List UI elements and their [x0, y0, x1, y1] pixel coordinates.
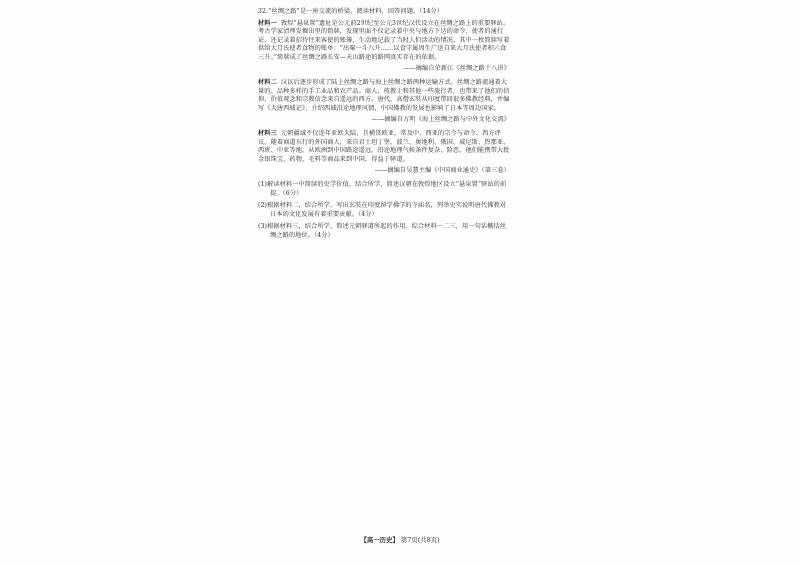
material-3 [258, 130, 510, 175]
material-text: 敦煌“悬泉置”遗址是公元前2世纪至公元3世纪汉代设立在丝绸之路上的重要驿站。考古学家清理发掘出里的简牍，发现里面不仅记录着中央与地方下达的命令、使者的通行证、还记录着招待往来客使的账簿，生动地记载了当时人们活动的情况。其中一枚简牍写着供给大月氏使者食物的账单：“出粟一斗八升……以食守属周生广送自来大月氏使者积六食三升。”简牍成了丝绸之路长安—天山路途的路网真实存在的依据。 [258, 19, 510, 61]
sub-question-text: 根据材料二，结合所学，写出玄奘在印度留学佛学的寺庙名，列举史实说明唐代佛教对日本的文化发展有着重要贡献。（4分） [267, 202, 507, 218]
material-text: 元朝疆域不仅连年亚欧大陆，且横贯欧亚，常及中、西亚的宗令与命令、西方评议。随着商道东行的外国商人，来自君士坦丁堡、波兰、奥地利、俄国、威尼斯、热那亚、西班、中亚等地。从欧洲到中国路途遥远，沿途地理气候条件复杂，险恶，他们能携带大批金银珠宝、药物、毛料等商品来到中国，得益于驿道。 [258, 130, 510, 163]
sub-question-2 [258, 202, 510, 219]
sub-question-number: (3) [258, 223, 268, 231]
question-stem-text: “丝绸之路”是一座交流的桥梁。阅读材料，回答问题。（14分） [268, 8, 444, 15]
sub-question-number: (2) [258, 202, 268, 210]
material-2-text-block [258, 79, 510, 113]
sub-question-text: 解读材料一中简牍的史学价值，结合所学，简述汉朝在敦煌地区设立“悬泉置”驿站的前提。（6分） [267, 181, 507, 197]
footer-page-number: 第7页(共8页) [400, 536, 440, 544]
sub-question-number: (1) [258, 181, 268, 189]
material-1-text-block [258, 20, 510, 63]
sub-question-1 [258, 181, 510, 198]
material-label: 材料三 [258, 130, 277, 138]
material-text: 汉以后逐步形成了陆上丝绸之路与海上丝绸之路两种运输方式。丝绸之路流通着大量的、品种多样的手工业品和农产品。商人、传教士和其他一些旅行者，也带来了他们的信仰、价值观念和宗教信念来自遥远的西方。唐代，高僧玄奘从印度带回很多佛教经典，并编写《大唐西域记》，介绍西域沿途地理风情，中国佛教的发展也影响了日本等周边国家。 [258, 79, 510, 112]
material-source: ——摘编自万明《海上丝绸之路与中外文化交流》 [371, 115, 510, 123]
sub-question-3 [258, 223, 510, 240]
material-3-text-block [258, 130, 510, 164]
material-label: 材料一 [258, 19, 277, 27]
material-2 [258, 79, 510, 124]
material-1 [258, 20, 510, 74]
material-source: ——摘编自吴慧主编《中国商业通史》（第三卷） [374, 166, 510, 174]
material-label: 材料二 [258, 79, 277, 87]
sub-question-text: 根据材料三，结合所学，简述元朝驿道所起的作用。综合材料一二三，用一句话概括丝绸之路的地位。（4分） [267, 223, 507, 240]
footer-subject: 【高一历史】 [360, 536, 399, 544]
material-source: ——摘编自荣新江《丝绸之路十八讲》 [403, 64, 510, 72]
question-block [258, 8, 510, 245]
page-footer [0, 536, 800, 544]
question-stem [258, 8, 510, 17]
question-number: 32. [258, 8, 269, 15]
